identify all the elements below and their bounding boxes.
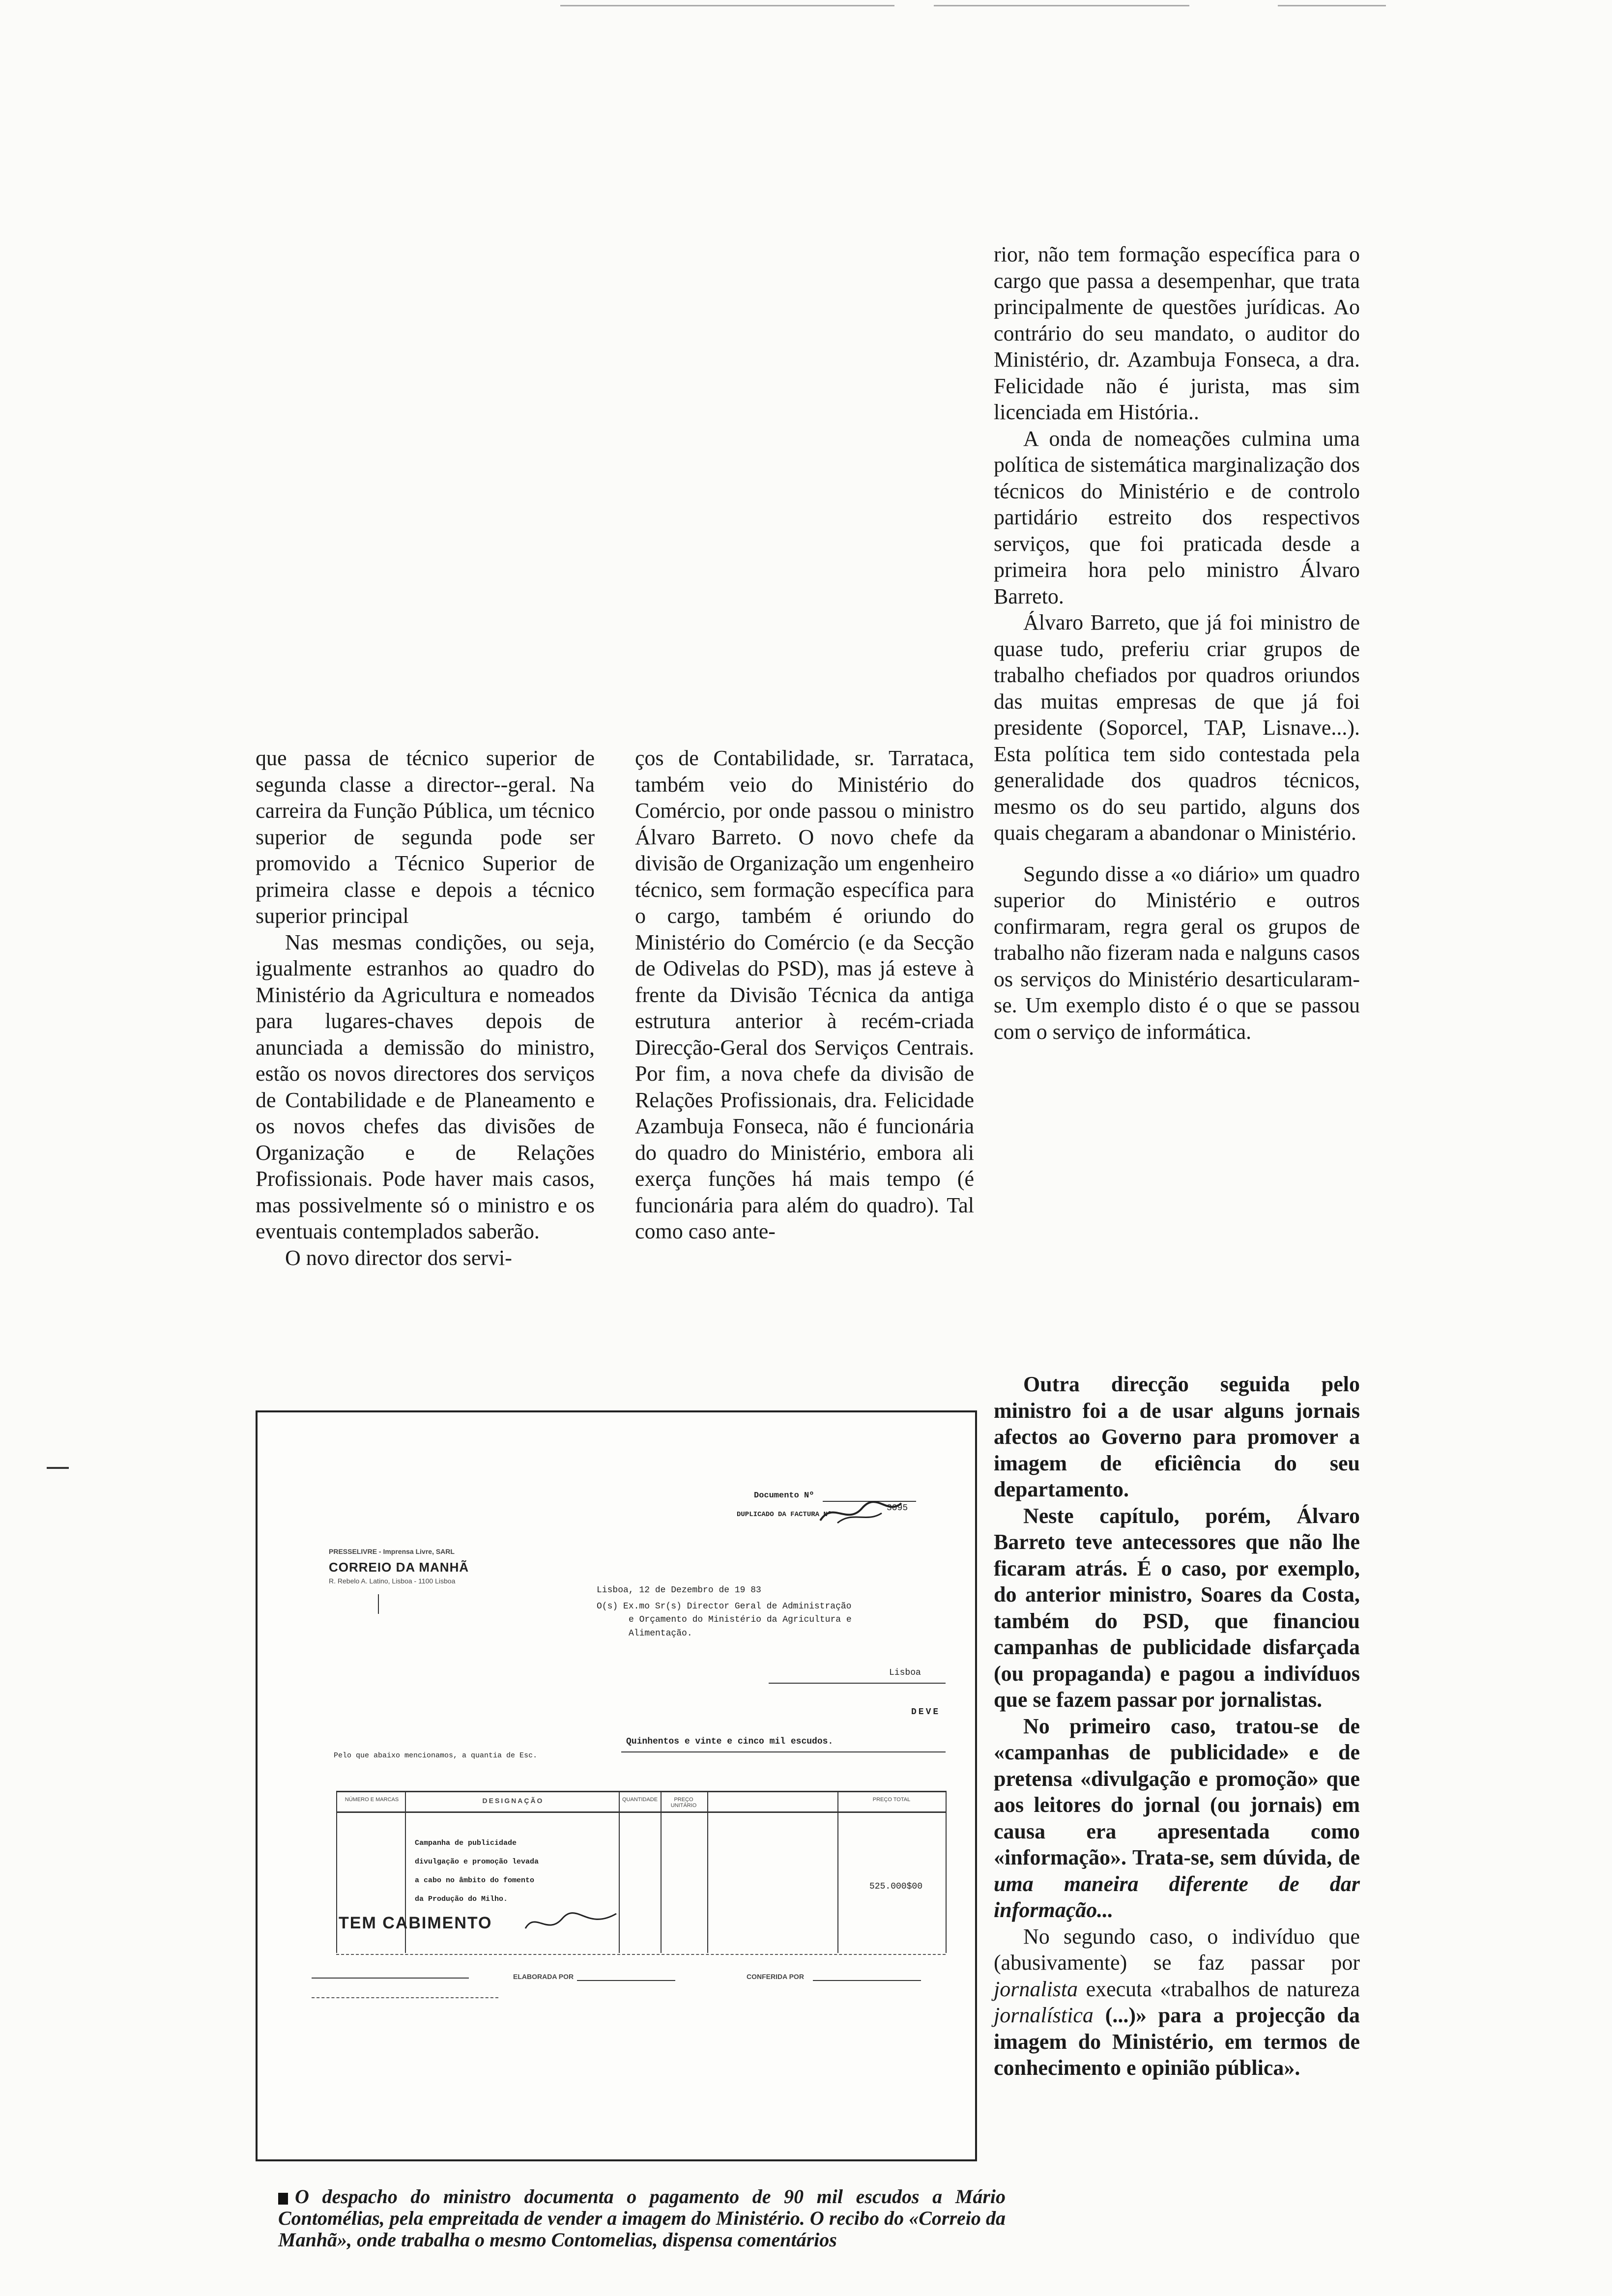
text: No segundo caso, o indivíduo que (abusivamente) se faz passar por <box>994 1924 1360 1975</box>
duplicado-label: DUPLICADO DA FACTURA Nº <box>737 1511 832 1519</box>
item-line: divulgação e promoção levada <box>415 1858 539 1866</box>
rule <box>577 1980 675 1981</box>
invoice-facsimile <box>256 1410 977 2161</box>
addressee-line-3: Alimentação. <box>629 1629 692 1638</box>
text: (...)» para a projecção da imagem do Ministério, em termos de conhecimento e opinião pública». <box>994 2003 1360 2080</box>
table-edge <box>336 1791 337 1953</box>
table-divider <box>837 1791 838 1953</box>
table-divider <box>707 1791 708 1953</box>
rule <box>813 1980 921 1981</box>
document-code: 3095 <box>887 1503 908 1513</box>
dashed-rule <box>336 1954 946 1955</box>
paragraph: Outra direcção seguida pelo ministro foi a de usar alguns jornais afectos ao Governo para promover a imagem de eficiência do seu departamento. <box>994 1372 1360 1501</box>
caption-text: O despacho do ministro documenta o pagamento de 90 mil escudos a Mário Contomélias, pela empreitada de vender a imagem do Ministério. O recibo do «Correio da Manhã», onde trabalha o mesmo Contomelias, dispensa comentários <box>278 2185 1006 2251</box>
item-line: Campanha de publicidade <box>415 1839 517 1847</box>
item-line: da Produção do Milho. <box>415 1895 508 1903</box>
paragraph: A onda de nomeações culmina uma política de sistemática marginalização dos técnicos do Ministério e de controlo partidário estreito dos respectivos serviços, que foi praticada desde a primeira hora pelo ministro Álvaro Barreto. <box>994 426 1360 608</box>
paragraph <box>994 1923 1360 2081</box>
column-header: PREÇO UNITÁRIO <box>670 1797 697 1808</box>
italic-text: jornalística <box>994 2003 1094 2027</box>
caption-bullet-icon <box>278 2193 288 2205</box>
paragraph: Segundo disse a «o diário» um quadro superior do Ministério e outros confirmaram, regra geral os grupos de trabalho não fizeram nada e nalguns casos os serviços do Ministério desarticularam-se. Um exemplo disto é o que se passou com o serviço de informática. <box>994 861 1360 1044</box>
newspaper-address: R. Rebelo A. Latino, Lisboa - 1100 Lisboa <box>329 1577 456 1585</box>
article-column-3 <box>994 241 1360 1045</box>
rule <box>621 1751 946 1752</box>
table-divider <box>661 1791 662 1953</box>
scan-line <box>1278 5 1386 6</box>
scan-line <box>934 5 1189 6</box>
conferida-label: CONFERIDA POR <box>747 1973 804 1980</box>
dashed-rule <box>312 1997 498 1998</box>
addressee-line-2: e Orçamento do Ministério da Agricultura e <box>629 1615 852 1625</box>
text: No primeiro caso, tratou-se de «campanhas de publicidade» e de pretensa «divulgação e promoção» que aos leitores do jornal (ou jornais) em causa era apresentada como «informação». Trata-se, sem dúvida, de <box>994 1714 1360 1869</box>
paragraph <box>994 1713 1360 1923</box>
paragraph: ços de Contabilidade, sr. Tarrataca, também veio do Ministério do Comércio, por onde passou o ministro Álvaro Barreto. O novo chefe da divisão de Organização um engenheiro técnico, sem formação específica para o cargo, também é oriundo do Ministério do Comércio (e da Secção de Odivelas do PSD), mas já esteve à frente da Divisão Técnica da antiga estrutura anterior à recém-criada Direcção-Geral dos Serviços Centrais. Por fim, a nova chefe da divisão de Relações Profissionais, dra. Felicidade Azambuja Fonseca, não é funcionária do quadro do Ministério, embora ali exerça funções há mais tempo (é funcionária para além do quadro). Tal como caso ante- <box>635 746 974 1243</box>
total-amount: 525.000$00 <box>869 1882 923 1892</box>
article-column-3-lower <box>994 1371 1360 2081</box>
scan-line <box>560 5 894 6</box>
document-number-label: Documento Nº <box>754 1491 814 1500</box>
figure-caption <box>278 2186 1006 2251</box>
table-top <box>336 1791 946 1792</box>
text: executa «trabalhos de natureza <box>1086 1977 1360 2001</box>
amount-in-words: Quinhentos e vinte e cinco mil escudos. <box>626 1737 834 1747</box>
city: Lisboa <box>889 1668 921 1678</box>
signature <box>523 1909 621 1938</box>
rule <box>769 1683 946 1684</box>
column-header: NÚMERO E MARCAS <box>345 1797 399 1803</box>
italic-text: uma maneira diferente de dar informação... <box>994 1871 1360 1922</box>
rule <box>312 1978 469 1979</box>
paragraph: O novo director dos servi- <box>285 1245 512 1270</box>
article-column-2 <box>635 745 974 1245</box>
column-header: PREÇO TOTAL <box>872 1797 911 1803</box>
newspaper-name: CORREIO DA MANHÃ <box>329 1560 469 1575</box>
table-edge <box>946 1791 947 1953</box>
publisher-line: PRESSELIVRE - Imprensa Livre, SARL <box>329 1548 455 1555</box>
deve-label: DEVE <box>911 1707 941 1717</box>
paragraph: que passa de técnico superior de segunda classe a director--geral. Na carreira da Função Pública, um técnico superior de segunda pode ser promovido a Técnico Superior de primeira classe e depois a técnico superior principal <box>256 746 595 928</box>
italic-text: jornalista <box>994 1977 1078 2001</box>
place-date: Lisboa, 12 de Dezembro de 19 83 <box>597 1585 761 1595</box>
elaborada-label: ELABORADA POR <box>513 1973 574 1980</box>
approval-stamp: TEM CABIMENTO <box>339 1914 492 1932</box>
paragraph: Álvaro Barreto, que já foi ministro de quase tudo, preferiu criar grupos de trabalho chefiados por quadros oriundos das muitas empresas de que já foi presidente (Soporcel, TAP, Lisnave...). Esta política tem sido contestada pela generalidade dos quadros técnicos, mesmo os do seu partido, alguns dos quais chegaram a abandonar o Ministério. <box>994 610 1360 845</box>
signature <box>818 1496 906 1530</box>
column-header: DESIGNAÇÃO <box>482 1797 544 1805</box>
paragraph: Neste capítulo, porém, Álvaro Barreto teve antecessores que não lhe ficaram atrás. É o caso, por exemplo, do anterior ministro, Soares da Costa, também do PSD, que financiou campanhas de publicidade disfarçada (ou propaganda) e pagou a indivíduos que se fazem passar por jornalistas. <box>994 1503 1360 1712</box>
column-header: QUANTIDADE <box>622 1797 658 1803</box>
pelo-line: Pelo que abaixo mencionamos, a quantia de Esc. <box>334 1751 538 1760</box>
addressee-line-1: O(s) Ex.mo Sr(s) Director Geral de Administração <box>597 1602 852 1611</box>
table-header-bottom <box>336 1811 946 1813</box>
paragraph: rior, não tem formação específica para o cargo que passa a desempenhar, que trata principalmente de questões jurídicas. Ao contrário do seu mandato, o auditor do Ministério, dr. Azambuja Fonseca, a dra. Felicidade não é jurista, mas sim licenciada em História.. <box>994 242 1360 424</box>
mark <box>378 1594 379 1614</box>
article-column-1 <box>256 745 595 1271</box>
paragraph: Nas mesmas condições, ou seja, igualmente estranhos ao quadro do Ministério da Agricultura e nomeados para lugares-chaves depois de anunciada a demissão do ministro, estão os novos directores dos serviços de Contabilidade e de Planeamento e os novos chefes das divisões de Organização e de Relações Profissionais. Pode haver mais casos, mas possivelmente só o ministro e os eventuais contemplados saberão. <box>256 930 595 1243</box>
margin-mark <box>47 1467 69 1469</box>
item-line: a cabo no âmbito do fomento <box>415 1876 535 1885</box>
